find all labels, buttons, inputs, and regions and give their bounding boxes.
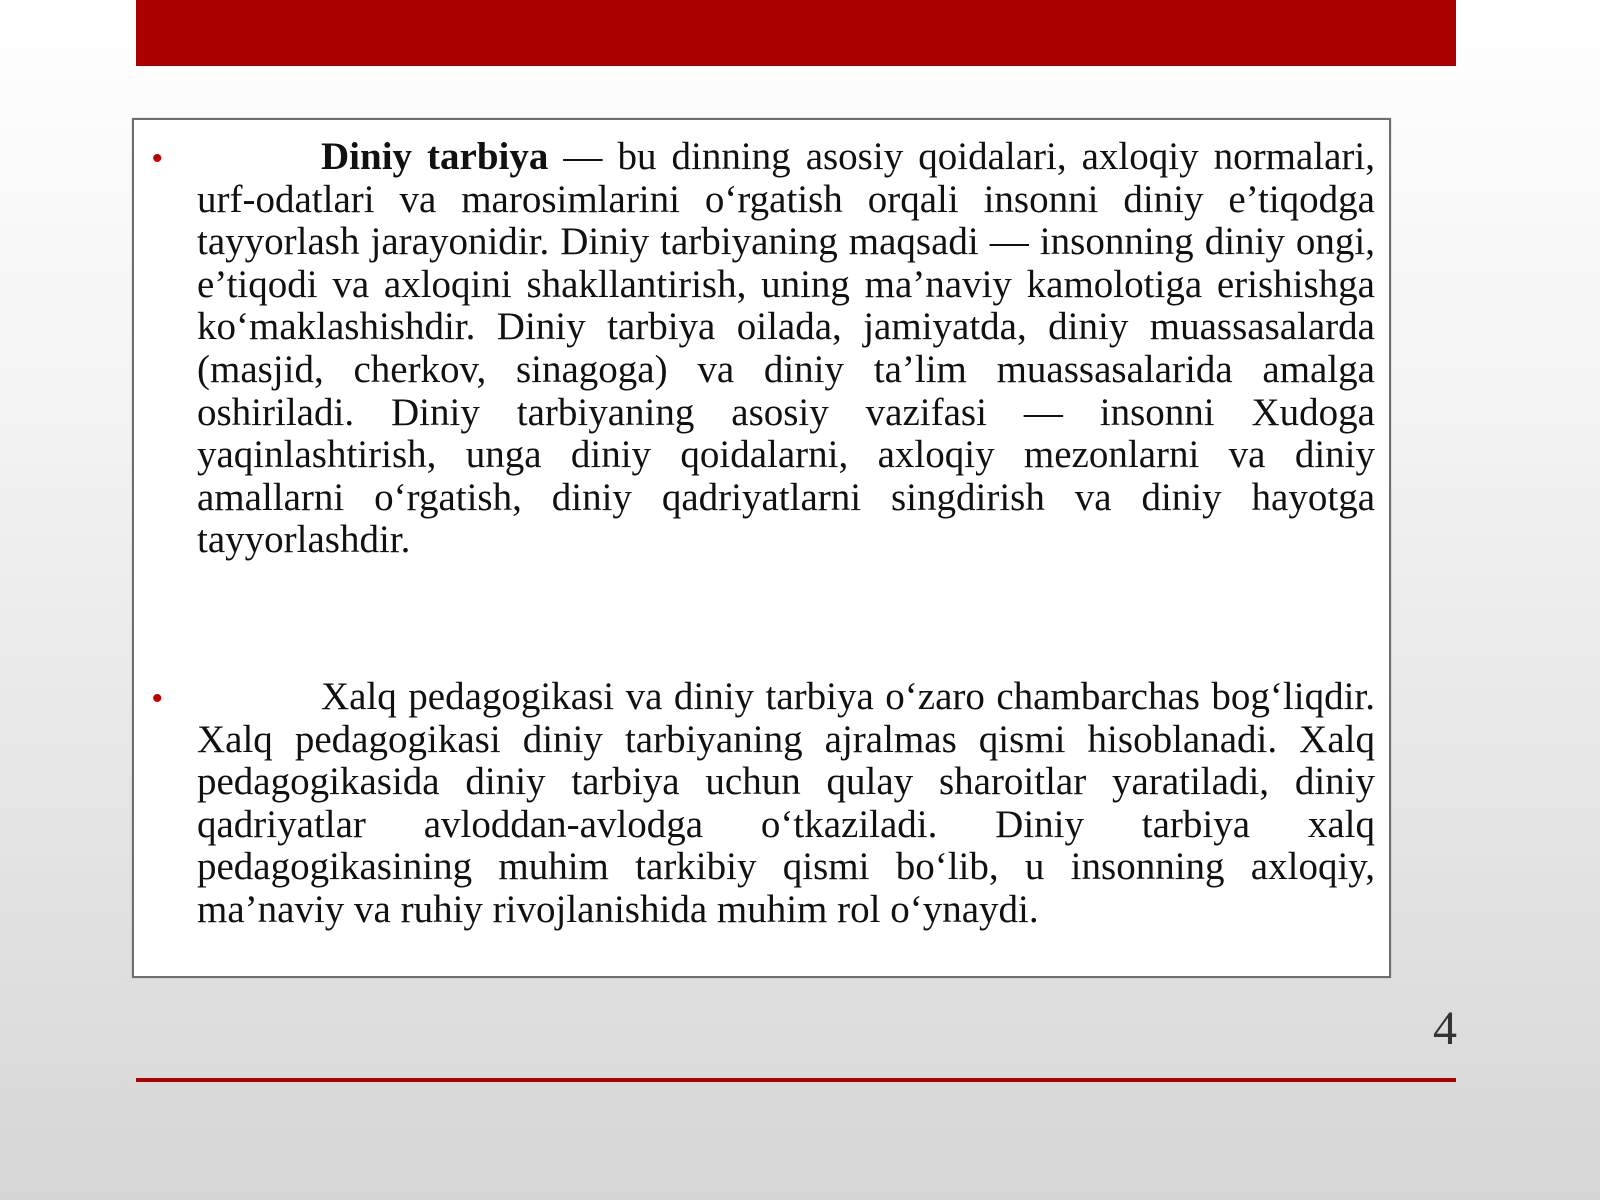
top-accent-bar bbox=[136, 0, 1456, 66]
page-number: 4 bbox=[1433, 1002, 1457, 1055]
bullet-item-2 bbox=[152, 675, 1375, 932]
bold-term: Diniy tarbiya bbox=[321, 135, 549, 178]
bullet-paragraph-2 bbox=[197, 676, 1375, 932]
bullet-paragraph-1 bbox=[197, 136, 1375, 562]
content-box bbox=[132, 118, 1391, 978]
paragraph-text: — bu dinning asosiy qoidalari, axloqiy normalari, urf-odatlari va marosimlarini oʻrgatish orqali insonni diniy e’tiqodga tayyorlash jarayonidir. Diniy tarbiyaning maqsadi — insonning diniy ongi, e’tiqodi va axloqini shakllantirish, uning ma’naviy kamolotiga erishishga koʻmaklashishdir. Diniy tarbiya oilada, jamiyatda, diniy muassasalarda (masjid, cherkov, sinagoga) va diniy ta’lim muassasalarida amalga oshiriladi. Diniy tarbiyaning asosiy vazifasi — insonni Xudoga yaqinlashtirish, unga diniy qoidalarni, axloqiy mezonlarni va diniy amallarni oʻrgatish, diniy qadriyatlarni singdirish va diniy hayotga tayyorlashdir. bbox=[197, 135, 1375, 562]
bottom-accent-line bbox=[136, 1078, 1456, 1082]
bullet-icon: • bbox=[152, 142, 163, 175]
bullet-icon: • bbox=[152, 682, 163, 715]
paragraph-text: Xalq pedagogikasi va diniy tarbiya oʻzaro chambarchas bogʻliqdir. Xalq pedagogikasi diniy tarbiyaning ajralmas qismi hisoblanadi. Xalq pedagogikasida diniy tarbiya uchun qulay sharoitlar yaratiladi, diniy qadriyatlar avloddan-avlodga oʻtkaziladi. Diniy tarbiya xalq pedagogikasining muhim tarkibiy qismi boʻlib, u insonning axloqiy, ma’naviy va ruhiy rivojlanishida muhim rol oʻynaydi. bbox=[197, 675, 1375, 931]
bullet-item-1 bbox=[152, 135, 1375, 562]
